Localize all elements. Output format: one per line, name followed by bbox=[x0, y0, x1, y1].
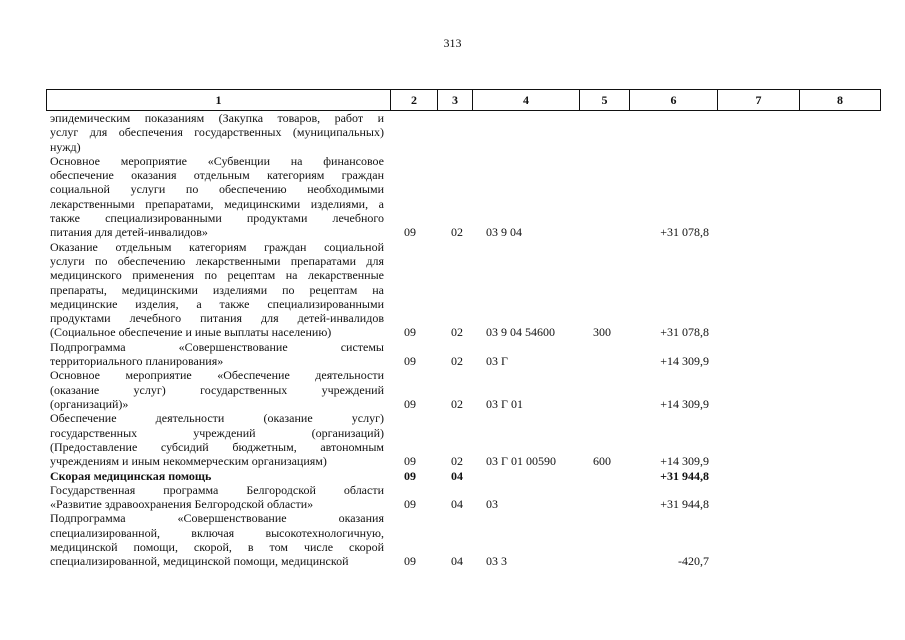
column-header-table bbox=[46, 89, 881, 111]
column-header-7: 7 bbox=[718, 90, 800, 111]
target-article-code: 03 9 04 bbox=[486, 225, 522, 240]
section-code: 09 bbox=[404, 325, 416, 340]
subsection-code: 02 bbox=[451, 454, 463, 469]
description-line: специализированной, медицинской помощи, медицинской bbox=[50, 554, 349, 569]
description-line: медицинской помощи, скорой, в том числе скорой bbox=[50, 539, 384, 554]
description-line: Подпрограмма «Совершенствование оказания bbox=[50, 511, 384, 526]
column-header-3: 3 bbox=[438, 90, 473, 111]
subsection-code: 02 bbox=[451, 225, 463, 240]
target-article-code: 03 3 bbox=[486, 554, 507, 569]
table-row bbox=[46, 411, 880, 468]
section-code: 09 bbox=[404, 468, 416, 483]
description-line: эпидемическим показаниям (Закупка товаров, работ и bbox=[50, 111, 384, 125]
description-line: медицинские изделия, а также специализированными bbox=[50, 296, 384, 311]
section-code: 09 bbox=[404, 454, 416, 469]
column-header-2: 2 bbox=[391, 90, 438, 111]
description-line: продуктами лечебного питания для детей-инвалидов bbox=[50, 311, 384, 326]
column-header-6: 6 bbox=[630, 90, 718, 111]
subsection-code: 02 bbox=[451, 396, 463, 411]
column-header-1: 1 bbox=[47, 90, 391, 111]
table-row bbox=[46, 154, 880, 240]
description-line: Обеспечение деятельности (оказание услуг) bbox=[50, 411, 384, 426]
section-code: 09 bbox=[404, 497, 416, 512]
subsection-code: 02 bbox=[451, 325, 463, 340]
table-row bbox=[46, 111, 880, 154]
description-line: лекарственными препаратами, медицинскими изделиями, а bbox=[50, 196, 384, 211]
row-description bbox=[50, 469, 384, 483]
description-line: питания для детей-инвалидов» bbox=[50, 225, 208, 240]
section-code: 09 bbox=[404, 554, 416, 569]
row-description bbox=[50, 154, 384, 240]
description-line: «Развитие здравоохранения Белгородской области» bbox=[50, 497, 314, 512]
column-header-row bbox=[47, 90, 881, 111]
target-article-code: 03 Г bbox=[486, 354, 508, 369]
amount-change: +31 078,8 bbox=[660, 225, 709, 240]
row-description bbox=[50, 511, 384, 568]
description-line: услуги по обеспечению лекарственными препаратами для bbox=[50, 253, 384, 268]
description-line: Оказание отдельным категориям граждан социальной bbox=[50, 239, 384, 254]
target-article-code: 03 bbox=[486, 497, 498, 512]
description-line: Основное мероприятие «Субвенции на финансовое bbox=[50, 153, 384, 168]
target-article-code: 03 9 04 54600 bbox=[486, 325, 555, 340]
description-line: специализированной, включая высокотехнологичную, bbox=[50, 525, 384, 540]
description-line: нужд) bbox=[50, 139, 81, 154]
target-article-code: 03 Г 01 bbox=[486, 396, 523, 411]
subsection-code: 04 bbox=[451, 497, 463, 512]
description-line: (оказание услуг) государственных учреждений bbox=[50, 382, 384, 397]
column-header-5: 5 bbox=[580, 90, 630, 111]
table-row bbox=[46, 511, 880, 568]
description-line: Государственная программа Белгородской области bbox=[50, 482, 384, 497]
expense-type-code: 600 bbox=[593, 454, 611, 469]
description-line: государственных учреждений (организаций) bbox=[50, 425, 384, 440]
table-row bbox=[46, 483, 880, 512]
description-line: Подпрограмма «Совершенствование системы bbox=[50, 339, 384, 354]
section-code: 09 bbox=[404, 354, 416, 369]
description-line: (Социальное обеспечение и иные выплаты населению) bbox=[50, 325, 332, 340]
amount-change: +31 944,8 bbox=[660, 468, 709, 483]
amount-change: -420,7 bbox=[678, 554, 709, 569]
column-header-8: 8 bbox=[800, 90, 881, 111]
description-line: социальной услуги по обеспечению необходимыми bbox=[50, 182, 384, 197]
description-line: (организаций)» bbox=[50, 396, 129, 411]
description-line: (Предоставление субсидий бюджетным, автономным bbox=[50, 439, 384, 454]
subsection-code: 04 bbox=[451, 468, 463, 483]
description-line: препараты, медицинскими изделиями по рецептам на bbox=[50, 282, 384, 297]
description-line: учреждениям и иным некоммерческим организациям) bbox=[50, 454, 327, 469]
description-line: услуг для обеспечения государственных (муниципальных) bbox=[50, 125, 384, 140]
amount-change: +14 309,9 bbox=[660, 354, 709, 369]
page-number: 313 bbox=[443, 36, 462, 50]
table-row bbox=[46, 469, 880, 483]
subsection-code: 04 bbox=[451, 554, 463, 569]
amount-change: +31 078,8 bbox=[660, 325, 709, 340]
section-code: 09 bbox=[404, 396, 416, 411]
row-description bbox=[50, 483, 384, 512]
description-line: также специализированными продуктами лечебного bbox=[50, 211, 384, 226]
description-line: Основное мероприятие «Обеспечение деятельности bbox=[50, 368, 384, 383]
amount-change: +14 309,9 bbox=[660, 396, 709, 411]
amount-change: +14 309,9 bbox=[660, 454, 709, 469]
description-line: Скорая медицинская помощь bbox=[50, 468, 212, 483]
expense-type-code: 300 bbox=[593, 325, 611, 340]
description-line: территориального планирования» bbox=[50, 354, 224, 369]
target-article-code: 03 Г 01 00590 bbox=[486, 454, 556, 469]
subsection-code: 02 bbox=[451, 354, 463, 369]
section-code: 09 bbox=[404, 225, 416, 240]
column-header-4: 4 bbox=[473, 90, 580, 111]
row-description bbox=[50, 340, 384, 369]
amount-change: +31 944,8 bbox=[660, 497, 709, 512]
row-description bbox=[50, 368, 384, 411]
table-row bbox=[46, 368, 880, 411]
description-line: медицинского применения по рецептам на лекарственные bbox=[50, 268, 384, 283]
table-row bbox=[46, 240, 880, 340]
table-row bbox=[46, 340, 880, 369]
row-description bbox=[50, 411, 384, 468]
row-description bbox=[50, 111, 384, 154]
row-description bbox=[50, 240, 384, 340]
description-line: обеспечение оказания отдельным категориям граждан bbox=[50, 168, 384, 183]
